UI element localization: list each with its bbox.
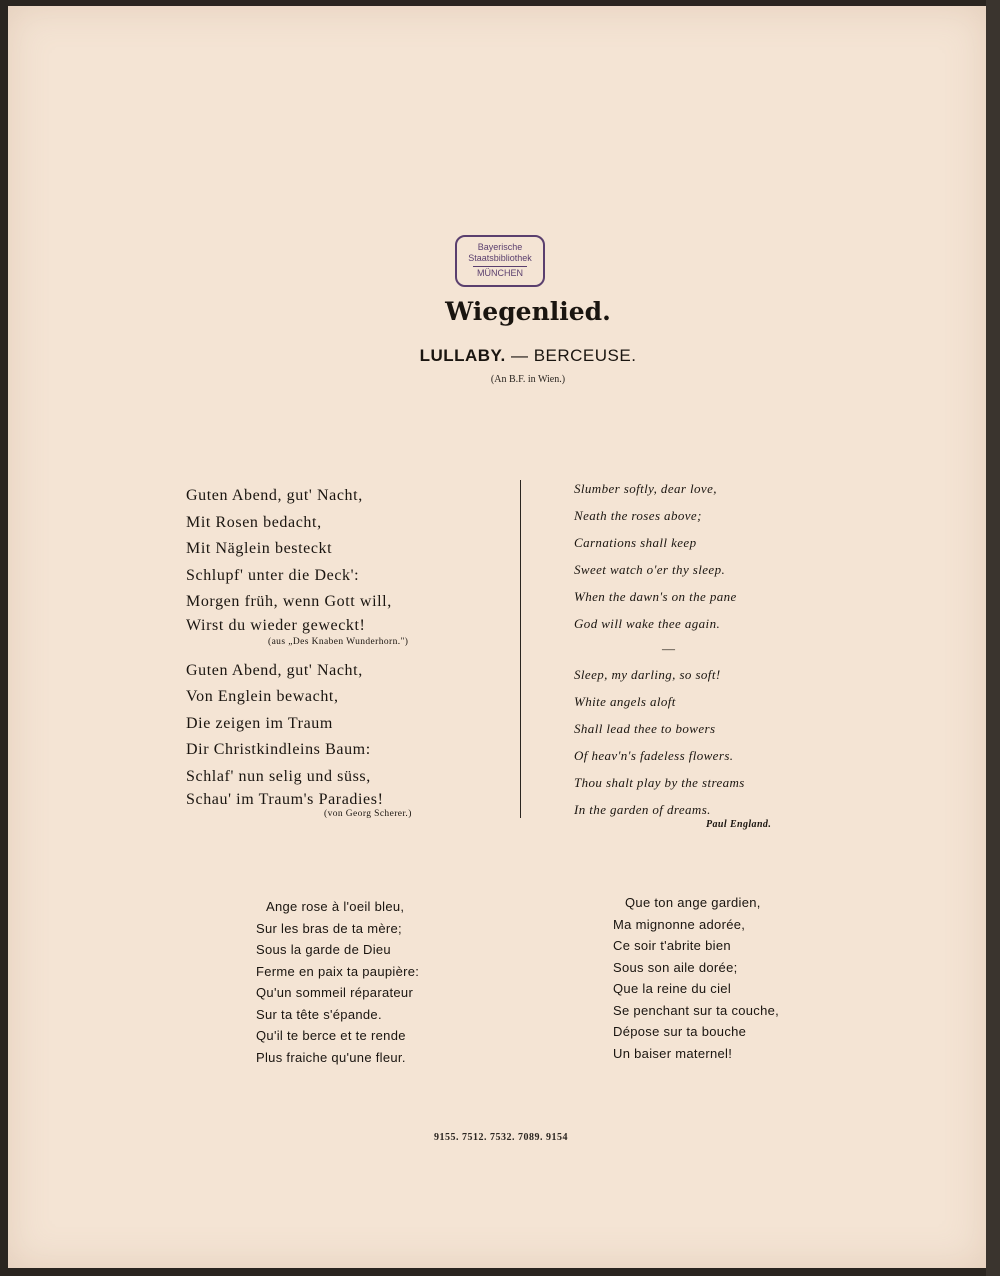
french-line: Qu'il te berce et te rende [256,1028,406,1043]
english-line: In the garden of dreams. [574,802,711,817]
plate-numbers: 9155. 7512. 7532. 7089. 9154 [434,1132,568,1143]
english-line: God will wake thee again. [574,616,721,631]
dedication: (An B.F. in Wien.) [490,374,566,385]
german-source-1: (aus „Des Knaben Wunderhorn.") [268,636,409,647]
german-line: Mit Rosen bedacht, [186,513,322,531]
english-line: Sweet watch o'er thy sleep. [574,562,726,577]
german-source-2: (von Georg Scherer.) [324,809,412,819]
german-line: Von Englein bewacht, [186,688,339,705]
french-line: Que la reine du ciel [613,981,732,996]
page-subtitle [8,346,1000,366]
stamp-line-1: Bayerische [477,242,523,252]
french-line: Plus fraiche qu'une fleur. [256,1049,406,1065]
german-line: Morgen früh, wenn Gott will, [186,593,392,610]
german-line: Dir Christkindleins Baum: [186,741,371,758]
binding-edge [986,0,1000,1276]
german-line: Schlupf' unter die Deck': [186,566,360,584]
sheet-page [8,6,986,1268]
french-line: Sous la garde de Dieu [256,942,391,957]
french-line: Sur les bras de ta mère; [256,920,402,936]
german-line: Guten Abend, gut' Nacht, [186,661,363,679]
english-line: Neath the roses above; [574,508,702,523]
french-line: Se penchant sur ta couche, [613,1002,780,1018]
french-line: Que ton ange gardien, [625,895,761,910]
french-line: Ange rose à l'oeil bleu, [266,899,405,914]
english-lyrics [574,479,771,831]
french-line: Un baiser maternel! [613,1045,733,1061]
english-line: White angels aloft [574,694,676,709]
french-lyrics-stanza-1 [256,896,419,1068]
english-line: Carnations shall keep [574,535,697,550]
german-line: Wirst du wieder geweckt! [186,616,366,634]
german-line: Mit Näglein besteckt [186,540,333,557]
french-line: Ce soir t'abrite bien [613,938,731,953]
library-stamp [455,235,545,287]
german-line: Guten Abend, gut' Nacht, [186,487,363,504]
french-lyrics-stanza-2 [613,892,779,1064]
german-line: Schau' im Traum's Paradies! [186,791,384,808]
german-line: Schlaf' nun selig und süss, [186,767,371,785]
french-line: Ma mignonne adorée, [613,916,746,932]
german-lyrics [186,483,412,824]
english-line: Thou shalt play by the streams [574,775,745,790]
subtitle-separator: — [505,346,534,365]
page-title: Wiegenlied. [445,297,611,326]
subtitle-english: LULLABY. [419,346,506,365]
english-line: Sleep, my darling, so soft! [574,667,721,682]
french-line: Qu'un sommeil réparateur [256,985,414,1000]
subtitle-french: BERCEUSE. [533,346,637,365]
english-line: Shall lead thee to bowers [574,721,716,736]
stamp-line-2: Staatsbibliothek [468,253,532,263]
english-separator: — [662,641,676,656]
french-line: Ferme en paix ta paupière: [256,963,420,979]
english-line: Of heav'n's fadeless flowers. [574,748,734,763]
column-divider [520,480,521,818]
english-author: Paul England. [706,819,772,830]
stamp-line-3: MÜNCHEN [473,266,527,279]
english-line: Slumber softly, dear love, [574,481,717,496]
german-line: Die zeigen im Traum [186,714,333,732]
english-line: When the dawn's on the pane [574,589,737,604]
french-line: Sous son aile dorée; [613,959,738,975]
french-line: Sur ta tête s'épande. [256,1006,382,1022]
french-line: Dépose sur ta bouche [613,1024,747,1039]
